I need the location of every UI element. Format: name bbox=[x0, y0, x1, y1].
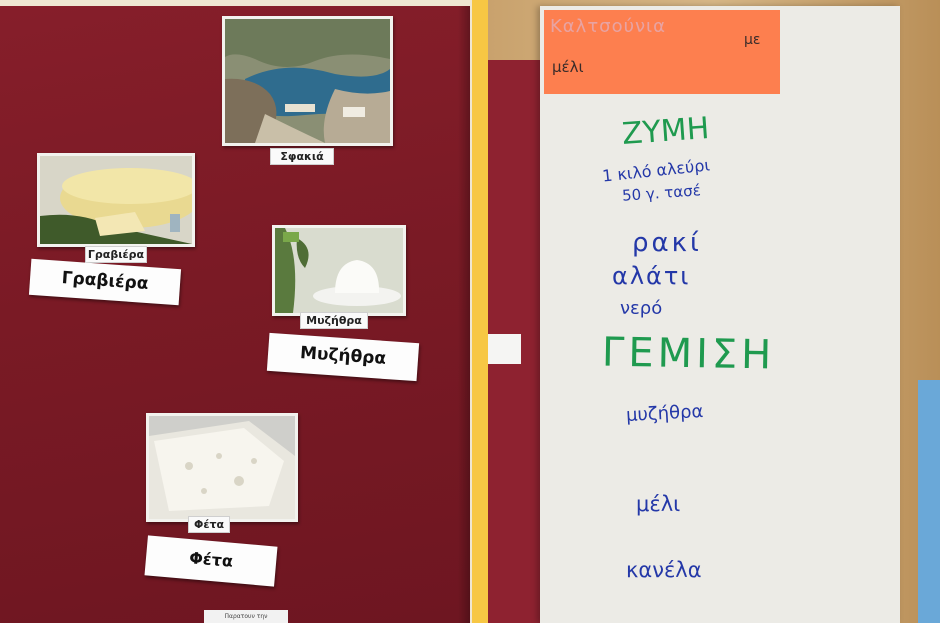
right-photo-panel bbox=[488, 0, 940, 623]
note-with: με bbox=[744, 32, 761, 48]
graviera-caption: Γραβιέρα bbox=[85, 246, 147, 263]
board-shadow bbox=[458, 6, 470, 623]
recipe-line-honey: μέλι bbox=[636, 492, 681, 516]
recipe-line-salt: αλάτι bbox=[612, 262, 691, 290]
blue-edge bbox=[918, 380, 940, 623]
sfakia-photo bbox=[222, 16, 393, 146]
graviera-label-strip: Γραβιέρα bbox=[29, 259, 181, 305]
note-honey: μέλι bbox=[552, 58, 584, 76]
myzithra-label-strip: Μυζήθρα bbox=[267, 333, 419, 381]
feta-photo bbox=[146, 413, 298, 522]
recipe-line-fat: 50 γ. τασέ bbox=[621, 181, 702, 205]
recipe-line-raki: ρακί bbox=[632, 228, 702, 258]
sfakia-caption: Σφακιά bbox=[270, 148, 334, 165]
filling-heading: ΓΕΜΙΣΗ bbox=[601, 329, 776, 379]
recipe-paper bbox=[540, 6, 900, 623]
myzithra-cheese-image bbox=[275, 228, 403, 313]
orange-title-note bbox=[544, 10, 780, 94]
feta-caption: Φέτα bbox=[188, 516, 230, 533]
feta-label-strip: Φέτα bbox=[145, 535, 278, 586]
graviera-photo bbox=[37, 153, 195, 247]
recipe-line-myzithra: μυζήθρα bbox=[625, 400, 704, 427]
myzithra-caption: Μυζήθρα bbox=[300, 312, 368, 329]
footer-label: Παρατουν την bbox=[204, 610, 288, 623]
white-card-fragment bbox=[488, 334, 521, 364]
feta-cheese-image bbox=[149, 416, 295, 519]
sfakia-landscape-image bbox=[225, 19, 390, 143]
recipe-line-water: νερό bbox=[620, 298, 663, 319]
myzithra-photo bbox=[272, 225, 406, 316]
recipe-line-cinnamon: κανέλα bbox=[626, 558, 702, 582]
recipe-line-flour: 1 κιλό αλεύρι bbox=[601, 155, 711, 186]
graviera-cheese-image bbox=[40, 156, 192, 244]
dough-heading: ΖΥΜΗ bbox=[620, 110, 711, 153]
note-title: Καλτσούνια bbox=[550, 16, 667, 37]
